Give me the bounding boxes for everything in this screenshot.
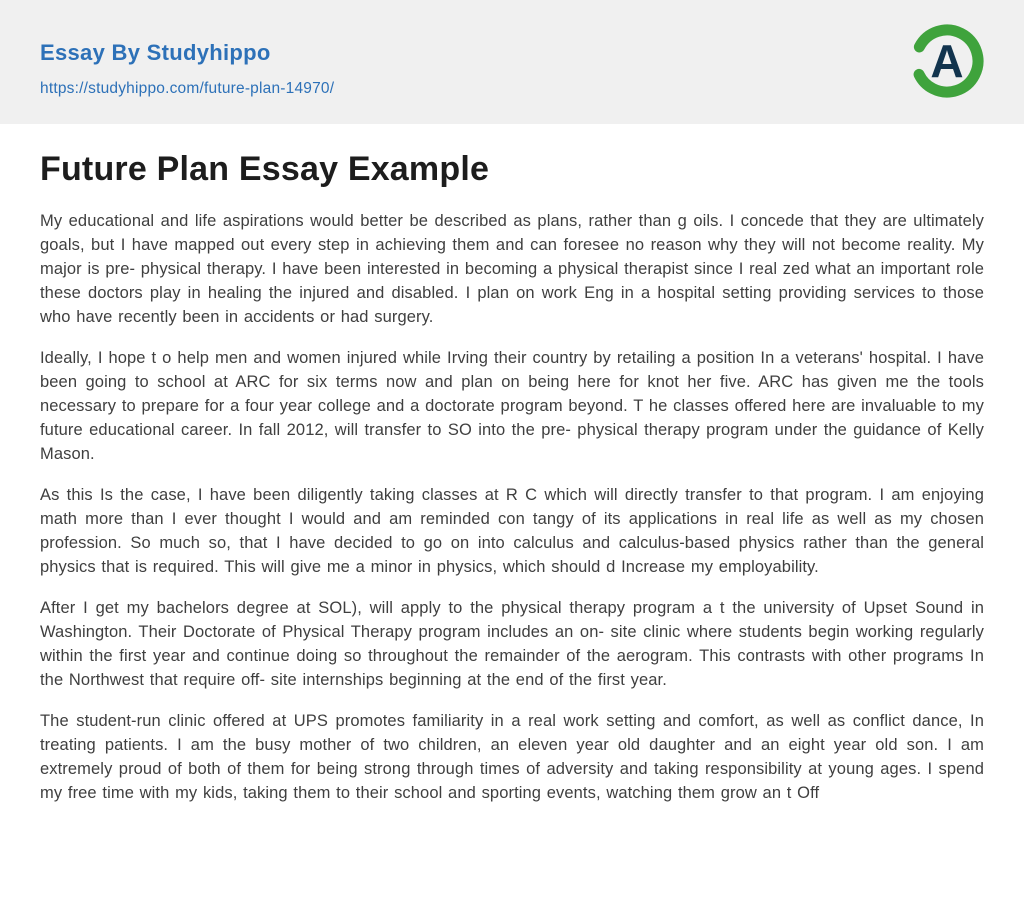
byline: Essay By Studyhippo: [40, 40, 271, 65]
essay-paragraph-2: Ideally, I hope t o help men and women injured while Irving their country by retailing a position In a veterans' hospital. I have been going to school at ARC for six terms now and plan on being here for knot her five. ARC has given me the tools necessary to prepare for a four year college and a doctorate program beyond. T he classes offered here are invaluable to my future educational career. In fall 2012, will transfer to SO into the pre- physical therapy program under the guidance of Kelly Mason.: [40, 349, 984, 463]
essay-paragraph-3: As this Is the case, I have been diligently taking classes at R C which will directly transfer to that program. I am enjoying math more than I ever thought I would and am reminded con tangy of its applications in real life as well as my chosen profession. So much so, that I have decided to go on into calculus and calculus-based physics rather than the general physics that is required. This will give me a minor in physics, which should d Increase my employability.: [40, 486, 984, 576]
header-text-block: [40, 40, 984, 98]
essay-paragraph-4: After I get my bachelors degree at SOL), will apply to the physical therapy program a t the university of Upset Sound in Washington. Their Doctorate of Physical Therapy program includes an on- site clinic where students begin working regularly within the first year and continue doing so throughout the remainder of the aerogram. This contrasts with other programs In the Northwest that require off- site internships beginning at the end of the first year.: [40, 599, 984, 689]
studyhippo-logo: [908, 22, 986, 100]
essay-article: [0, 124, 1024, 805]
studyhippo-logo-icon: [908, 22, 986, 100]
logo-letter: A: [930, 35, 964, 87]
page-header: [0, 0, 1024, 124]
essay-title: Future Plan Essay Example: [40, 150, 490, 188]
essay-paragraph-5: The student-run clinic offered at UPS promotes familiarity in a real work setting and comfort, as well as conflict dance, In treating patients. I am the busy mother of two children, an eleven year old daughter and an eight year old son. I am extremely proud of both of them for being strong through times of adversity and taking responsibility at young ages. I spend my free time with my kids, taking them to their school and sporting events, watching them grow an t Off: [40, 712, 984, 802]
essay-paragraph-1: My educational and life aspirations would better be described as plans, rather than g oils. I concede that they are ultimately goals, but I have mapped out every step in achieving them and can foresee no reason why they will not become reality. My major is pre- physical therapy. I have been interested in becoming a physical therapist since I real zed what an important role these doctors play in healing the injured and disabled. I plan on work Eng in a hospital setting providing services to those who have recently been in accidents or had surgery.: [40, 212, 984, 326]
source-url-link[interactable]: https://studyhippo.com/future-plan-14970/: [40, 80, 335, 97]
